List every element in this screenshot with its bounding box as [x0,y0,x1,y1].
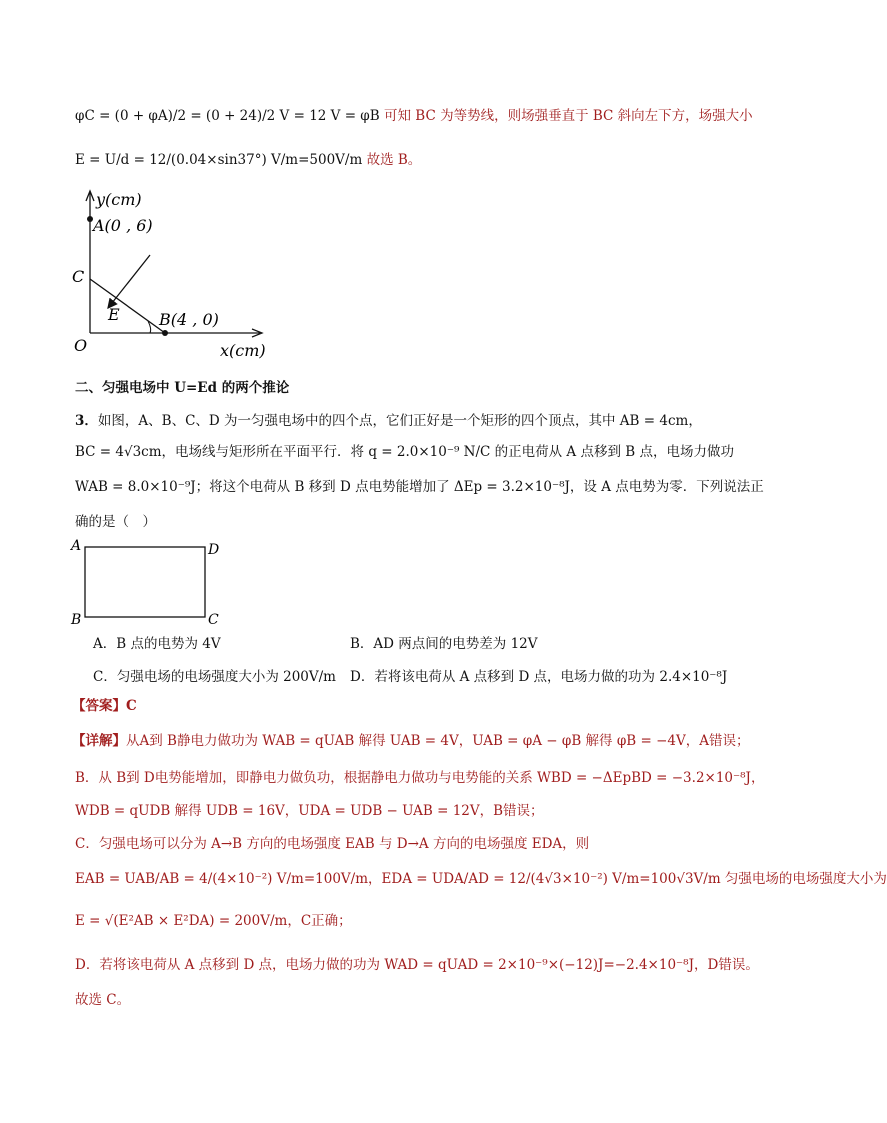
label-a: A [71,538,82,554]
question-line-2: BC = 4√3cm，电场线与矩形所在平面平行．将 q = 2.0×10⁻⁹ N/C 的正电荷从 A 点移到 B 点，电场力做功 [75,444,734,460]
derivation-line-2 [75,150,421,170]
origin-label: O [74,336,88,355]
segment-cb [90,279,165,333]
question-number: 3． [75,413,98,429]
answer-label: 【答案】 [72,698,126,714]
derivation-text-1: 可知 BC 为等势线，则场强垂直于 BC 斜向左下方，场强大小 [383,108,753,124]
derivation-formula-1: φC = (0 + φA)/2 = (0 + 24)/2 V = 12 V = φB [75,108,380,124]
explanation-line-7: D．若将该电荷从 A 点移到 D 点，电场力做的功为 WAD = qUAD = 2×10⁻⁹×(−12)J=−2.4×10⁻⁸J，D错误。 [75,957,759,973]
x-axis-label: x(cm) [220,341,266,360]
point-b-label: B(4 , 0) [159,310,219,329]
explanation-line-2: B．从 B到 D电势能增加，即静电力做负功，根据静电力做功与电势能的关系 WBD = −ΔEpBD = −3.2×10⁻⁸J， [75,770,765,786]
explanation-line-5: EAB = UAB/AB = 4/(4×10⁻²) V/m=100V/m，EDA = UDA/AD = 12/(4√3×10⁻²) V/m=100√3V/m 匀强电场的电场强度大小为 [75,871,887,887]
point-a-label: A(0 , 6) [93,216,153,235]
question-text-1: 如图，A、B、C、D 为一匀强电场中的四个点，它们正好是一个矩形的四个顶点，其中 AB = 4cm， [97,413,702,429]
question-line-3: WAB = 8.0×10⁻⁹J；将这个电荷从 B 移到 D 点电势能增加了 ΔEp = 3.2×10⁻⁸J，设 A 点电势为零．下列说法正 [75,479,764,495]
explanation-line-4: C．匀强电场可以分为 A→B 方向的电场强度 EAB 与 D→A 方向的电场强度 EDA，则 [75,836,590,852]
rectangle-figure [65,535,235,630]
rectangle-abcd [85,547,205,617]
explanation-line-1 [72,731,750,751]
field-line-e [108,255,150,308]
explanation-line-3: WDB = qUDB 解得 UDB = 16V，UDA = UDB − UAB = 12V，B错误； [75,803,544,819]
derivation-text-2: 故选 B。 [366,152,422,168]
explanation-text-1: 从A到 B静电力做功为 WAB = qUAB 解得 UAB = 4V，UAB = φA − φB 解得 φB = −4V，A错误； [126,733,750,749]
explanation-line-6: E = √(E²AB × E²DA) = 200V/m，C正确； [75,913,352,929]
option-a: A．B 点的电势为 4V [93,636,221,652]
option-b: B．AD 两点间的电势差为 12V [350,636,538,652]
label-c: C [208,612,219,628]
point-c-label: C [72,267,85,286]
explanation-line-8: 故选 C。 [75,992,131,1008]
field-label: E [108,305,120,324]
derivation-formula-2: E = U/d = 12/(0.04×sin37°) V/m=500V/m [75,152,363,168]
explanation-label: 【详解】 [72,733,126,749]
label-d: D [208,542,220,558]
question-line-1 [75,411,702,431]
derivation-line-1 [75,106,753,126]
label-b: B [71,612,82,628]
answer-value: C [126,698,137,714]
y-axis-label: y(cm) [96,190,142,209]
question-line-4: 确的是（ ） [75,514,156,530]
option-d: D．若将该电荷从 A 点移到 D 点，电场力做的功为 2.4×10⁻⁸J [350,669,728,685]
section-heading: 二、匀强电场中 U=Ed 的两个推论 [75,380,290,396]
point-b-dot [162,330,168,336]
option-c: C．匀强电场的电场强度大小为 200V/m [93,669,336,685]
coordinate-figure [60,185,290,365]
answer-line [72,696,137,716]
